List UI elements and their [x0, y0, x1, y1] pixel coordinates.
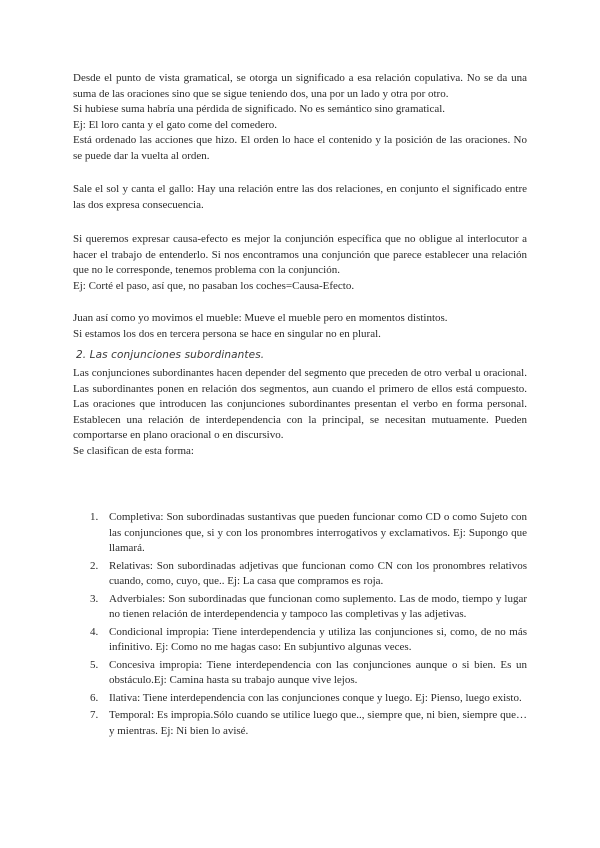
section-heading: 2. Las conjunciones subordinantes. [76, 349, 265, 361]
list-text: Adverbiales: Son subordinadas que funcionan como suplemento. Las de modo, tiempo y lugar no tienen relación de interdependencia y tampoco las completivas y las adjetivas. [109, 592, 527, 620]
paragraph: Sale el sol y canta el gallo: Hay una relación entre las dos relaciones, en conjunto el significado entre las dos expresa consecuencia. [73, 183, 527, 211]
paragraph-block-copulative [73, 71, 527, 164]
paragraph-block-cause-effect [73, 232, 527, 294]
paragraph: Está ordenado las acciones que hizo. El orden lo hace el contenido y la posición de las oraciones. No se puede dar la vuelta al orden. [73, 134, 527, 162]
paragraph-block-subordinantes [73, 366, 527, 459]
list-item [73, 592, 527, 623]
list-text: Completiva: Son subordinadas sustantivas que pueden funcionar como CD o como Sujeto con las conjunciones que, si y con los pronombres interrogativos y exclamativos. Ej: Supongo que llamará. [109, 511, 527, 554]
paragraph: Si queremos expresar causa-efecto es mejor la conjunción específica que no obligue al interlocutor a hacer el trabajo de entenderlo. Si nos encontramos una conjunción que parece establecer una relación que no le corresponde, tenemos problema con la conjunción. [73, 233, 527, 276]
list-number: 1. [90, 511, 99, 523]
list-number: 4. [90, 625, 99, 638]
list-item [73, 510, 527, 557]
list-item [73, 691, 527, 707]
list-item [73, 708, 527, 739]
paragraph: Juan así como yo movimos el mueble: Mueve el mueble pero en momentos distintos. [73, 312, 448, 324]
list-number: 3. [90, 592, 99, 605]
paragraph: Si hubiese suma habría una pérdida de significado. No es semántico sino gramatical. [73, 103, 446, 115]
list-number: 6. [90, 691, 99, 704]
list-text: Condicional impropia: Tiene interdependencia y utiliza las conjunciones si, como, de no más infinitivo. Ej: Como no me hagas caso: En subjuntivo algunas veces. [109, 625, 527, 653]
list-text: Ilativa: Tiene interdependencia con las conjunciones conque y luego. Ej: Pienso, luego existo. [109, 691, 522, 704]
paragraph-block-consequence [73, 182, 527, 213]
list-number: 2. [90, 559, 99, 572]
list-item [73, 625, 527, 656]
example-line: Ej: El loro canta y el gato come del comedero. [73, 118, 278, 131]
list-item [73, 658, 527, 689]
example-line: Ej: Corté el paso, así que, no pasaban los coches=Causa-Efecto. [73, 279, 355, 292]
list-text: Relativas: Son subordinadas adjetivas que funcionan como CN con los pronombres relativos cuando, como, cuyo, que.. Ej: La casa que compramos es roja. [109, 559, 527, 587]
paragraph: Las conjunciones subordinantes hacen depender del segmento que preceden de otro verbal u oracional. Las subordinantes ponen en relación dos segmentos, aun cuando el primero de ellos está compuesto. Las oraciones que introducen las conjunciones subordinantes presentan el verbo en forma personal. Establecen una relación de interdependencia con la principal, se necesitan mutuamente. Pueden comportarse en plano oracional o en discursivo. [73, 367, 527, 441]
paragraph-block-agreement [73, 311, 527, 342]
list-text: Temporal: Es impropia.Sólo cuando se utilice luego que.., siempre que, ni bien, siempre que… y mientras. Ej: Ni bien lo avisé. [109, 709, 527, 737]
list-number: 5. [90, 658, 99, 671]
list-text: Concesiva impropia: Tiene interdependencia con las conjunciones aunque o si bien. Es un obstáculo.Ej: Camina hasta su trabajo aunque vive lejos. [109, 658, 527, 686]
paragraph: Desde el punto de vista gramatical, se otorga un significado a esa relación copulativa. No se da una suma de las oraciones sino que se sigue teniendo dos, una por un lado y otra por otro. [73, 72, 527, 100]
classification-list [73, 510, 527, 741]
paragraph: Se clasifican de esta forma: [73, 444, 194, 457]
list-number: 7. [90, 709, 99, 721]
paragraph: Si estamos los dos en tercera persona se hace en singular no en plural. [73, 327, 381, 340]
list-item [73, 559, 527, 590]
